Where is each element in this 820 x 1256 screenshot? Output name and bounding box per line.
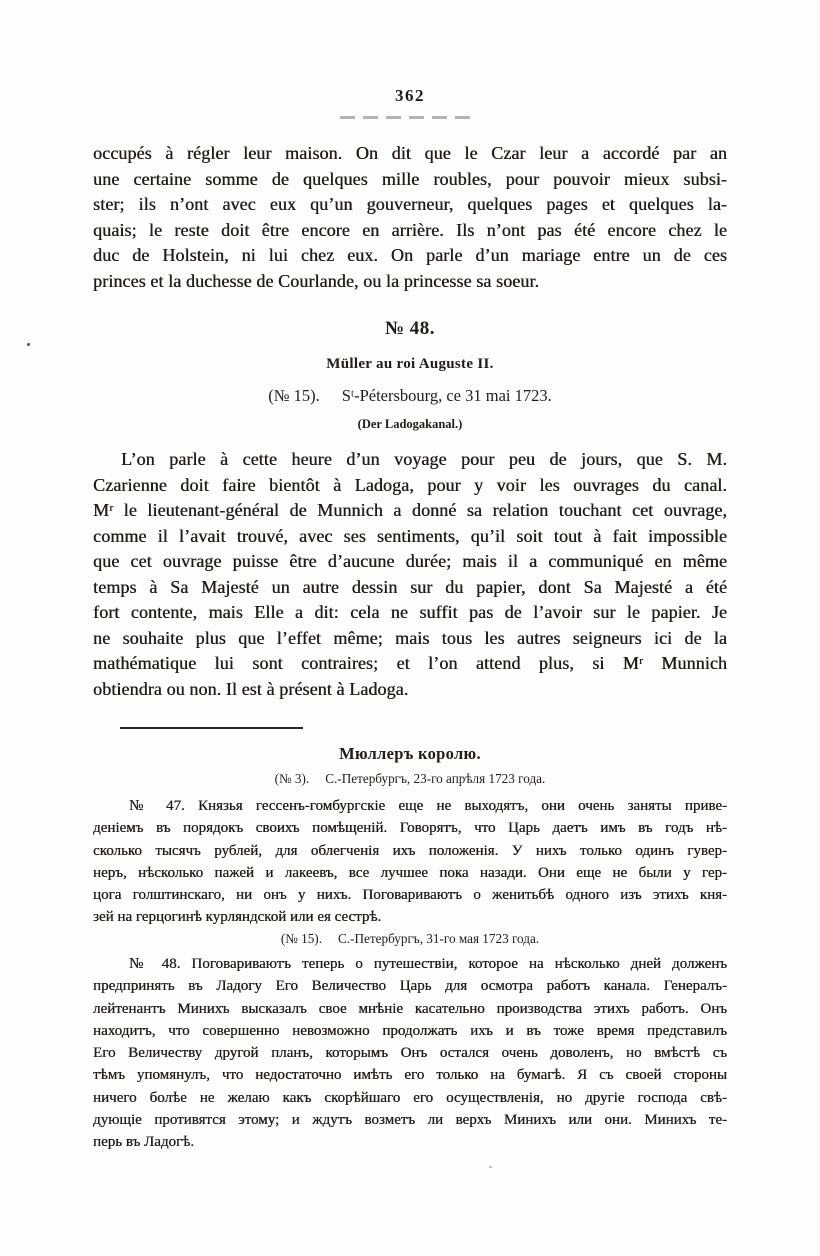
text-line: princes et la duchesse de Courlande, ou la princesse sa soeur. [93,270,540,291]
text-line: тѣмъ упомянулъ, что недостаточно имѣть его только на бумагѣ. Я съ своей стороны [93,1067,727,1084]
russian-dateline-1-place-date: С.-Петербургъ, 23-го апрѣля 1723 года. [325,771,546,786]
letter-dateline-place-date: Sᵗ-Pétersbourg, ce 31 mai 1723. [341,386,552,405]
text-line: temps à Sa Majesté un autre dessin sur du papier, dont Sa Majesté a été [93,576,727,597]
text-line: зей на герцогинѣ курляндской или ея сестрѣ. [93,909,382,926]
text-line: неръ, нѣсколько пажей и лакеевъ, все лучшее пока назади. Они еще не были у гер- [93,864,727,881]
text-line: duc de Holstein, ni lui chez eux. On parle d’un mariage entre un de ces [93,245,727,265]
text-line: que cet ouvrage puisse être d’aucune durée; mais il a communiqué en même [93,551,727,571]
text-line: L’on parle à cette heure d’un voyage pour peu de jours, que S. M. [121,449,727,469]
text-line: находитъ, что совершенно невозможно продолжать ихъ и въ тоже время представилъ [93,1022,727,1039]
text-line: mathématique lui sont contraires; et l’on attend plus, si Mʳ Munnich [93,653,727,673]
letter-body [93,447,727,702]
russian-dateline-1-ref: (№ 3). [274,771,310,786]
russian-dateline-2-ref: (№ 15). [280,931,322,946]
text-line: Mʳ le lieutenant-général de Munnich a donné sa relation touchant cet ouvrage, [93,500,727,520]
letter-number-heading: № 48. [384,318,436,339]
letter-dateline-ref: (№ 15). [268,386,320,405]
french-letter-continuation [93,141,727,294]
faint-ink-speck [489,1166,492,1168]
text-line: fort contente, mais Elle a dit: cela ne suffit pas de l’avoir sur le papier. Je [93,602,727,622]
letter-title: Müller au roi Auguste II. [326,356,494,372]
text-line: Czarienne doit faire bientôt à Ladoga, pour y voir les ouvrages du canal. [93,474,727,495]
text-line: сколько тысячъ рублей, для облегченія ихъ положенія. У нихъ только одинъ гувер- [93,842,727,859]
text-line: дующіе противятся этому; и ждутъ возметъ ли верхъ Минихъ или они. Минихъ те- [93,1112,727,1129]
text-line: № 48. Поговариваютъ теперь о путешествіи, которое на нѣсколько дней долженъ [129,956,727,972]
text-line: ne souhaite plus que l’effet même; mais tous les autres seigneurs ici de la [93,627,727,648]
russian-section-title: Мюллеръ королю. [339,744,481,763]
text-line: лейтенантъ Минихъ высказалъ свое мнѣніе касательно производства этихъ работъ. Онъ [93,1000,727,1017]
text-line: № 47. Князья гессенъ-гомбургскіе еще не выходятъ, они очень заняты приве- [129,798,727,814]
letter-subject-note: (Der Ladogakanal.) [357,417,463,431]
text-line: деніемъ въ порядокъ своихъ помѣщеній. Говорятъ, что Царь даетъ имъ въ годъ нѣ- [93,820,727,837]
russian-dateline-2-place-date: С.-Петербургъ, 31-го мая 1723 года. [338,931,540,946]
text-line: предпринять въ Ладогу Его Величество Царь для осмотра работъ канала. Генералъ- [93,978,727,995]
text-line: occupés à régler leur maison. On dit que le Czar leur a accordé par an [93,143,727,163]
letter-dateline [0,386,820,406]
text-line: Его Величеству другой планъ, которымъ Онъ остался очень доволенъ, но вмѣстѣ съ [93,1045,727,1062]
russian-dateline-1 [0,771,820,787]
text-line: перь въ Ладогѣ. [93,1134,195,1151]
page-number-underline-smudge [340,116,472,119]
text-line: ster; ils n’ont avec eux qu’un gouverneur, quelques pages et quelques la- [93,194,727,214]
text-line: une certaine somme de quelques mille roubles, pour pouvoir mieux subsi- [93,168,727,189]
margin-ink-speck [27,343,30,346]
russian-paragraph-47 [93,795,727,929]
text-line: quais; le reste doit être encore en arrière. Ils n’ont pas été encore chez le [93,219,727,240]
text-line: ничего болѣе не желаю какъ скорѣйшаго его осуществленія, но другіе господа свѣ- [93,1089,727,1106]
russian-paragraph-48 [93,953,727,1154]
text-line: comme il l’avait trouvé, avec ses sentiments, qu’il soit tout à fait impossible [93,525,727,546]
page-number: 362 [395,86,425,105]
russian-dateline-2 [0,931,820,947]
section-divider-rule [120,727,303,729]
text-line: цога голштинскаго, ни онъ у нихъ. Поговариваютъ о женитьбѣ одного изъ этихъ кня- [93,887,727,904]
text-line: obtiendra ou non. Il est à présent à Ladoga. [93,678,409,699]
